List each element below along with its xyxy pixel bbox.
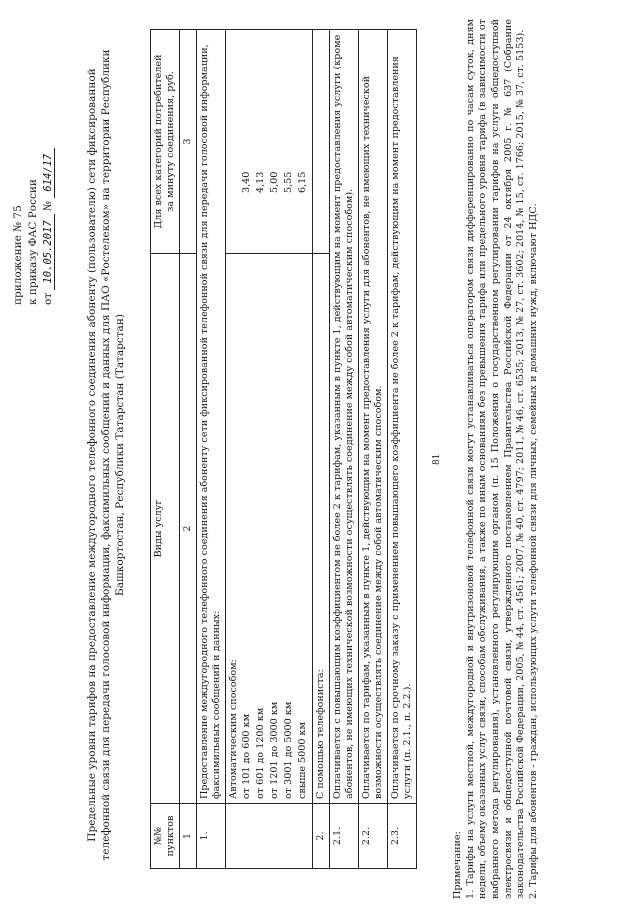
distance-label: свыше 5000 км [296,722,308,799]
distance-label: от 601 до 1200 км [254,707,266,799]
header-col-number: №№ пунктов [151,804,180,869]
date-prefix: от [42,292,55,305]
header-col-service: Виды услуг [151,254,180,804]
tariff-table [150,29,417,869]
table-row [387,30,416,869]
distance-label: от 3001 до 5000 км [282,701,294,799]
tariff-values [225,30,312,254]
appendix-order: к приказу ФАС России [27,179,40,305]
row-text: Оплачивается по срочному заказу с применением повышающего коэффициента не более 2 к тарифам, действующим на момент предоставления услуги (п. 2.1., п. 2.2.). [387,30,416,804]
appendix-date-line [42,15,55,305]
header-col-tariff [151,30,180,254]
handwritten-date: 10.05.2017 [42,214,55,289]
header-tariff-line1: Для всех категорий потребителей [153,54,164,229]
row-number: 2. [312,804,329,869]
row-text: Предоставление междугородного телефонного соединения абоненту сети фиксированной телефонной связи для передачи голосовой информации, факсимильных сообщений и данных: [196,30,225,804]
distance-label: от 101 до 600 км [240,713,252,799]
tariff-value: 3,40 [240,171,252,193]
table-row [358,30,387,869]
appendix-number: приложение № 75 [12,205,24,305]
tariff-value: 5,00 [268,171,280,193]
index-cell: 2 [179,254,196,804]
row-number: 2.2. [358,804,387,869]
row-text: Оплачивается с повышающим коэффициентом не более 2 к тарифам, указанным в пункте 1, действующим на момент предоставления услуги (кроме абонентов, не имеющих технической возможности осуществлять соединение между собой автоматическим способом). [329,30,358,804]
column-index-row [179,30,196,869]
auto-label: Автоматическим способом: [227,659,239,799]
table-row [329,30,358,869]
table-header-row [151,30,180,869]
row-number: 2.1. [329,804,358,869]
row-text: Оплачивается по тарифам, указанным в пункте 1, действующим на момент предоставления услуги для абонентов, не имеющих технической возможности осуществлять соединение между собой автоматическим способом. [358,30,387,804]
document-title: Предельные уровни тарифов на предоставление междугородного телефонного соединения абоненту (пользователю) сети фиксированной телефонной связи для передачи голосовой информации, факсимильных сообщений и данных для ПАО «Ростелеком» на территории Республики Башкортостан, Республики Татарстан (Татарстан) [86,49,126,861]
index-cell: 1 [179,804,196,869]
tariff-value: 5,55 [282,171,294,193]
notes-section [452,19,541,899]
note-2: 2. Тарифы для абонентов - граждан, использующих услуги телефонной связи для личных, семейных и домашних нужд, включают НДС. [527,203,539,899]
row-number: 1. [196,804,225,869]
distance-list [225,254,312,804]
distance-label: от 1201 до 3000 км [268,701,280,799]
table-row [312,30,329,869]
table-row-auto [225,30,312,869]
number-prefix: № [42,201,55,211]
handwritten-number: 614/17 [42,148,55,198]
index-cell: 3 [179,30,196,254]
page-number: 81 [432,453,442,465]
notes-heading: Примечание: [452,831,463,899]
tariff-value: 6,15 [296,171,308,193]
tariff-value: 4,13 [254,171,266,193]
row-number: 2.3. [387,804,416,869]
table-row [196,30,225,869]
header-tariff-line2: за минуту соединения, руб. [164,71,176,212]
row-text: С помощью телефониста: [312,254,329,804]
appendix-block [12,15,57,305]
note-1: 1. Тарифы на услуги местной, междугородной и внутризоновой телефонной связи могут устанавливаться оператором связи дифференцированно по часам суток, дням недели, объему оказанных услуг связи, способам обслуживания, а также по иным основаниям без превышения тарифа или предельного уровня тарифа (в зависимости от выбранного метода регулирования), установленного регулирующим органом (п. 15 Положения о государственном регулировании тарифов на услуги общедоступной электросвязи и общедоступной почтовой связи, утвержденного постановлением Правительства Российской Федерации от 24 октября 2005 г. № 637 (Собрание законодательства Российской Федерации, 2005, № 44, ст. 4561; 2007, № 40, ст. 4797; 2011, № 46, ст. 6535; 2013, № 27, ст. 3602; 2014, № 15, ст. 1766; 2015, № 37, ст. 5153). [464,19,527,899]
